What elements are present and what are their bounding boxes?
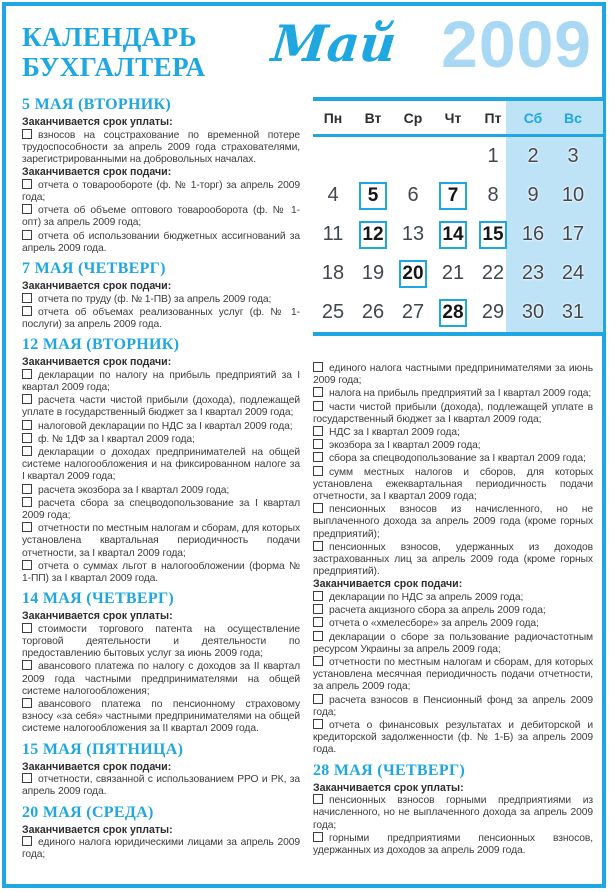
checklist-item-text: пенсионных взносов, удержанных из доходов застрахованных лиц за апрель 2009 года (кроме горных предприятий).	[313, 541, 593, 578]
calendar-date-cell: 30	[521, 301, 545, 323]
calendar-date-boxed: 7	[439, 182, 467, 210]
calendar-date-cell: 16	[521, 223, 545, 245]
checklist-item	[313, 794, 593, 832]
calendar-date-cell: 17	[561, 223, 585, 245]
month-calendar	[313, 97, 603, 336]
checkbox[interactable]	[313, 503, 323, 513]
right-column	[313, 97, 603, 857]
checklist-item-text: расчета экозбора за I квартал 2009 года;	[38, 484, 230, 496]
calendar-date-cell: 4	[327, 184, 339, 206]
checklist-item-text: отчета по труду (ф. № 1-ПВ) за апрель 2009 года;	[38, 293, 272, 305]
calendar-mid-rule	[313, 134, 603, 137]
calendar-week-row	[313, 137, 603, 176]
checkbox[interactable]	[22, 484, 32, 494]
calendar-week-row	[313, 215, 603, 254]
calendar-date-cell	[353, 176, 393, 215]
calendar-date-cell: 8	[487, 184, 499, 206]
month-name: Май	[268, 14, 400, 73]
calendar-date-cell: 27	[401, 301, 425, 323]
checklist-item-text: пенсионных взносов горными предприятиями из начисленного, но не выплаченного дохода за апрель 2009 года;	[313, 795, 593, 831]
calendar-date-cell: 21	[441, 262, 465, 284]
checklist-item-text: декларации о сборе за пользование радиочастотным ресурсом Украины за апрель 2009 года;	[313, 631, 593, 655]
checklist-item-text: взносов на соцстрахование по временной потере трудоспособности за апрель 2009 года страхователями, зарегистрированными на добровольных началах.	[22, 129, 300, 165]
calendar-date-cell	[313, 137, 353, 176]
checklist-item-text: налоговой декларации по НДС за I квартал 2009 года;	[38, 420, 293, 432]
checklist-item-text: отчета о товарообороте (ф. № 1-торг) за апрель 2009 года;	[22, 179, 300, 203]
checkbox[interactable]	[22, 522, 32, 532]
calendar-bottom-rule	[313, 332, 603, 336]
checklist-item	[22, 394, 300, 419]
checklist-item	[313, 426, 593, 439]
checklist-item	[22, 623, 300, 661]
calendar-date-cell: 13	[401, 223, 425, 245]
calendar-day-header: Пн	[323, 109, 343, 126]
calendar-date-cell: 22	[481, 262, 505, 284]
checklist-item	[22, 497, 300, 522]
checkbox[interactable]	[313, 452, 323, 462]
checkbox[interactable]	[313, 387, 323, 397]
calendar-date-cell: 25	[321, 301, 345, 323]
checklist-item	[22, 230, 300, 255]
calendar-date-cell: 11	[322, 223, 344, 245]
checkbox[interactable]	[313, 694, 323, 704]
checklist-item	[22, 773, 300, 798]
checklist-item	[22, 129, 300, 167]
checkbox[interactable]	[22, 773, 32, 783]
left-column	[22, 96, 300, 862]
checklist-item-text: отчета об использовании бюджетных ассигнований за апрель 2009 года.	[22, 230, 300, 254]
checklist-item	[313, 694, 593, 719]
section-heading: 15 МАЯ (ПЯТНИЦА)	[22, 740, 184, 758]
checklist-item	[313, 656, 593, 694]
calendar-date-cell: 19	[361, 262, 385, 284]
section-heading: 14 МАЯ (ЧЕТВЕРГ)	[22, 590, 175, 608]
checkbox[interactable]	[22, 446, 32, 456]
deadline-type-label: Заканчивается срок подачи:	[313, 578, 463, 591]
checklist-item	[22, 369, 300, 394]
calendar-date-boxed: 5	[359, 182, 387, 210]
calendar-date-cell: 2	[527, 145, 539, 167]
calendar-date-cell	[433, 215, 473, 254]
checkbox[interactable]	[22, 420, 32, 430]
checkbox[interactable]	[313, 362, 323, 372]
checklist-item-text: отчета об объемах реализованных услуг (ф. № 1-послуги) за апрель 2009 года.	[22, 306, 300, 331]
checkbox[interactable]	[22, 560, 32, 570]
calendar-week-row	[313, 176, 603, 215]
calendar-date-cell	[433, 137, 473, 176]
calendar-date-boxed: 12	[359, 221, 387, 249]
calendar-grid	[313, 137, 603, 332]
checklist-item-text: расчета сбора за спецводопользование за I квартал 2009 года;	[22, 497, 300, 522]
checklist-item	[313, 452, 593, 465]
section-heading: 5 МАЯ (ВТОРНИК)	[22, 96, 171, 113]
checklist-item-text: ф. № 1ДФ за I квартал 2009 года;	[38, 433, 195, 445]
checkbox[interactable]	[313, 656, 323, 666]
calendar-day-header: Чт	[444, 109, 462, 126]
checklist-item-text: расчета акцизного сбора за апрель 2009 года;	[329, 605, 546, 617]
calendar-date-cell: 23	[521, 262, 545, 284]
checkbox[interactable]	[313, 591, 323, 601]
checklist-item-text: авансового платежа по пенсионному страховому взносу «за себя» частными предпринимателями на общей системе налогообложения за II квартал 2009 года.	[22, 699, 300, 735]
left-column-blocks	[22, 96, 300, 862]
calendar-day-header: Пт	[484, 109, 502, 126]
checkbox[interactable]	[22, 204, 32, 214]
checkbox[interactable]	[313, 466, 323, 476]
calendar-date-boxed: 14	[439, 221, 467, 249]
calendar-date-boxed: 20	[399, 260, 427, 288]
calendar-date-cell	[393, 254, 433, 293]
deadline-type-label: Заканчивается срок подачи:	[22, 760, 172, 773]
deadline-type-label: Заканчивается срок уплаты:	[22, 823, 173, 836]
checklist-item	[22, 660, 300, 698]
checklist-item-text: отчета о суммах льгот в налогообложении (форма № 1-ПП) за I квартал 2009 года.	[22, 560, 300, 585]
checklist-item	[313, 631, 593, 656]
checklist-item	[313, 387, 593, 400]
checklist-item-text: расчета части чистой прибыли (дохода), подлежащей уплате в государственный бюджет за I квартал 2009 года;	[22, 395, 300, 419]
checkbox[interactable]	[22, 293, 32, 303]
checklist-item	[313, 466, 593, 504]
checklist-item	[22, 484, 300, 497]
calendar-date-cell	[353, 215, 393, 254]
checklist-item-text: пенсионных взносов из начисленного, но не выплаченного дохода за апрель 2009 года (кроме горных предприятий);	[313, 504, 593, 540]
calendar-date-cell	[433, 176, 473, 215]
checklist-item	[313, 617, 593, 630]
checkbox[interactable]	[22, 497, 32, 507]
calendar-date-cell: 29	[481, 301, 505, 323]
section-heading: 7 МАЯ (ЧЕТВЕРГ)	[22, 260, 166, 278]
checkbox[interactable]	[22, 394, 32, 404]
deadline-type-label: Заканчивается срок уплаты:	[22, 610, 173, 623]
checklist-item	[22, 836, 300, 861]
deadline-type-label: Заканчивается срок подачи:	[22, 166, 172, 179]
checkbox[interactable]	[313, 617, 323, 627]
checklist-item-text: НДС за I квартал 2009 года;	[329, 427, 460, 439]
page-title-line2: БУХГАЛТЕРА	[22, 52, 206, 82]
calendar-date-cell: 6	[407, 184, 419, 206]
checkbox[interactable]	[313, 541, 323, 551]
deadline-type-label: Заканчивается срок уплаты:	[313, 781, 464, 794]
checklist-item	[313, 719, 593, 757]
checklist-item-text: стоимости торгового патента на осуществление торговой деятельности и деятельности по предоставлению бытовых услуг за июнь 2009 года;	[22, 623, 300, 660]
checklist-item-text: экозбора за I квартал 2009 года;	[329, 440, 481, 452]
checklist-item-text: отчетности по местным налогам и сборам, для которых установлена месячная периодичность подачи отчетности, за апрель 2009 года;	[313, 657, 593, 693]
checklist-item	[313, 832, 593, 857]
checklist-item	[22, 179, 300, 204]
deadline-type-label: Заканчивается срок уплаты:	[22, 116, 173, 128]
calendar-date-cell: 24	[561, 262, 585, 284]
checklist-item	[22, 420, 300, 433]
checklist-item	[313, 362, 593, 387]
checkbox[interactable]	[313, 401, 323, 411]
calendar-date-cell: 1	[487, 145, 499, 167]
page-title	[22, 22, 206, 82]
calendar-date-cell	[473, 215, 513, 254]
checkbox[interactable]	[22, 179, 32, 189]
checkbox[interactable]	[313, 794, 323, 804]
checklist-item	[313, 604, 593, 617]
checklist-item-text: отчетности по местным налогам и сборам, для которых установлена квартальная периодичность подачи отчетности, за I квартал 2009 года;	[22, 523, 300, 559]
calendar-date-cell: 18	[321, 262, 345, 284]
calendar-date-boxed: 28	[439, 299, 467, 327]
checklist-item-text: сумм местных налогов и сборов, для которых установлена ежеквартальная периодичность подачи отчетности, за I квартал 2009 года;	[313, 466, 593, 503]
calendar-date-cell	[353, 137, 393, 176]
checkbox[interactable]	[313, 832, 323, 842]
checklist-item-text: расчета взносов в Пенсионный фонд за апрель 2009 года;	[313, 694, 593, 718]
checkbox[interactable]	[313, 719, 323, 729]
section-heading: 28 МАЯ (ЧЕТВЕРГ)	[313, 761, 466, 779]
checkbox[interactable]	[22, 698, 32, 708]
page-header	[22, 7, 594, 96]
calendar-date-cell: 10	[561, 184, 585, 206]
calendar-day-header: Вс	[564, 109, 582, 126]
checkbox[interactable]	[22, 836, 32, 846]
checklist-item	[22, 204, 300, 229]
checklist-item	[313, 439, 593, 452]
checklist-item-text: отчета о финансовых результатах и дебиторской и кредиторской задолженности (ф. № 1-Б) за апрель 2009 года.	[313, 720, 593, 756]
calendar-date-cell	[393, 137, 433, 176]
calendar-week-row	[313, 293, 603, 332]
calendar-date-boxed: 15	[479, 221, 507, 249]
calendar-date-cell	[433, 293, 473, 332]
checkbox[interactable]	[22, 129, 32, 139]
checklist-item-text: авансового платежа по налогу с доходов за II квартал 2009 года частными предпринимателями на общей системе налогообложения;	[22, 661, 300, 697]
checklist-item-text: единого налога юридическими лицами за апрель 2009 года;	[22, 837, 300, 861]
checkbox[interactable]	[22, 433, 32, 443]
checkbox[interactable]	[22, 369, 32, 379]
calendar-day-header: Сб	[523, 109, 543, 126]
calendar-week-row	[313, 254, 603, 293]
checklist-item	[22, 306, 300, 331]
checklist-item	[22, 522, 300, 560]
checkbox[interactable]	[22, 306, 32, 316]
calendar-day-header: Вт	[364, 109, 382, 126]
checkbox[interactable]	[313, 426, 323, 436]
checkbox[interactable]	[22, 660, 32, 670]
checklist-item-text: отчета об объеме оптового товарооборота (ф. № 1-опт) за апрель 2009 года;	[22, 205, 300, 229]
calendar-date-cell: 3	[567, 145, 579, 167]
checklist-item	[22, 560, 300, 585]
calendar-date-cell: 31	[561, 301, 585, 323]
checklist-item	[313, 591, 593, 604]
checklist-item-text: сбора за спецводопользование за I квартал 2009 года;	[329, 453, 586, 465]
checkbox[interactable]	[313, 631, 323, 641]
calendar-date-cell: 26	[361, 301, 385, 323]
page-title-line1: КАЛЕНДАРЬ	[22, 22, 198, 52]
checklist-item-text: части чистой прибыли (дохода), подлежащей уплате в государственный бюджет за I квартал 2009 года;	[313, 401, 593, 425]
calendar-day-header: Ср	[403, 109, 423, 126]
checklist-item-text: горными предприятиями пенсионных взносов, удержанных из доходов за апрель 2009 года.	[313, 832, 593, 857]
checklist-item-text: декларации по налогу на прибыль предприятий за I квартал 2009 года;	[22, 369, 300, 394]
checklist-item	[313, 503, 593, 541]
checklist-item	[313, 401, 593, 426]
checkbox[interactable]	[313, 439, 323, 449]
calendar-day-header-row	[313, 101, 603, 134]
calendar-date-cell: 9	[527, 184, 539, 206]
checklist-item-text: отчетности, связанной с использованием РРО и РК, за апрель 2009 года.	[22, 774, 300, 798]
checkbox[interactable]	[22, 230, 32, 240]
checklist-item	[22, 698, 300, 736]
checklist-item-text: декларации о доходах предпринимателей на общей системе налогообложения и на фиксированном налоге за I квартал 2009 года;	[22, 447, 300, 483]
checklist-item	[22, 446, 300, 484]
deadline-type-label: Заканчивается срок подачи:	[22, 356, 172, 369]
checklist-item	[313, 541, 593, 579]
checklist-item-text: отчета о «хмелесборе» за апрель 2009 года;	[329, 618, 539, 630]
deadline-type-label: Заканчивается срок подачи:	[22, 280, 172, 293]
right-column-blocks	[313, 362, 593, 857]
checklist-item	[22, 293, 300, 306]
year-label: 2009	[441, 7, 592, 81]
calendar-top-rule	[313, 97, 603, 101]
section-heading: 20 МАЯ (СРЕДА)	[22, 803, 154, 821]
checklist-item-text: единого налога частными предпринимателями за июнь 2009 года;	[313, 363, 593, 387]
section-heading: 12 МАЯ (ВТОРНИК)	[22, 336, 180, 354]
checkbox[interactable]	[22, 623, 32, 633]
checkbox[interactable]	[313, 604, 323, 614]
checklist-item	[22, 433, 300, 446]
checklist-item-text: декларации по НДС за апрель 2009 года;	[329, 592, 524, 604]
checklist-item-text: налога на прибыль предприятий за I квартал 2009 года;	[329, 388, 592, 400]
